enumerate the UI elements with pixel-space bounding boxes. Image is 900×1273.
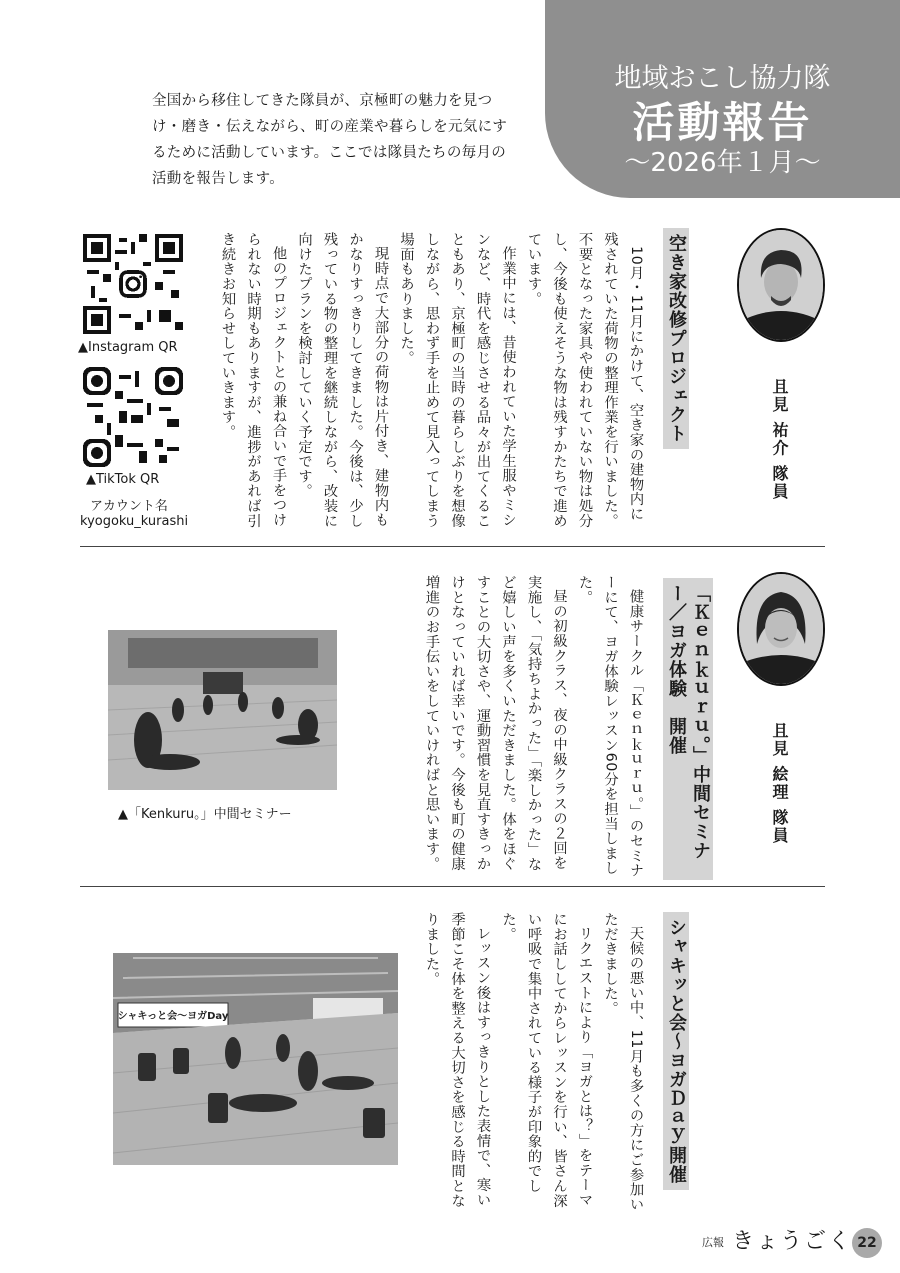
body-paragraph: 現時点で大部分の荷物は片付き、建物内もかなりすっきりしてきました。今後は、少し残っている物の整理を継続しながら、改装に向けたプランを検討していく予定です。	[296, 232, 389, 528]
banner-subtitle: 地域おこし協力隊	[614, 63, 831, 94]
body-paragraph: 健康サークル「Ｋｅｎｋｕｒｕ。」のセミナーにて、ヨガ体験レッスン60分を担当しました。	[577, 575, 644, 879]
page-number: 22	[852, 1228, 882, 1258]
tiktok-qr-caption: ▲TikTok QR	[86, 472, 160, 487]
body-paragraph: 10月・11月にかけて、空き家の建物内に残されていた荷物の整理作業を行いました。不要となった家具や使われていない物は処分し、今後も使えそうな物は残すかたちで進めています。	[526, 232, 644, 528]
seminar-photo	[108, 630, 337, 790]
seminar-photo-caption: ▲「Kenkuru。」中間セミナー	[118, 807, 292, 822]
account-label: アカウント名	[90, 499, 168, 514]
member-name: 且見 祐介 隊員	[770, 378, 789, 502]
body-paragraph: リクエストにより「ヨガとは？」をテーマにお話ししてからレッスンを行い、皆さん深い呼吸で集中されている様子が印象的でした。	[500, 912, 593, 1208]
yoga-day-banner-text: シャキっと会〜ヨガDay	[117, 1011, 229, 1022]
body-paragraph: 昼の初級クラス、夜の中級クラスの２回を実施し、「気持ちよかった」「楽しかった」など嬉しい声を多くいただきました。体をほぐすことの大切さや、運動習慣を見直すきっかけとなっていれば幸いです。今後も町の健康増進のお手伝いをしていければと思います。	[424, 575, 568, 872]
section-heading: 「Ｋｅｎｋｕｒｕ。」中間セミナー／ヨガ体験 開催	[663, 578, 713, 880]
section-heading: シャキッと会〜ヨガＤａｙ開催	[663, 912, 689, 1190]
intro-text: 全国から移住してきた隊員が、京極町の魅力を見つけ・磨き・伝えながら、町の産業や暮らしを元気にするために活動しています。ここでは隊員たちの毎月の活動を報告します。	[152, 93, 508, 187]
banner-date: 〜2026年１月〜	[624, 148, 821, 178]
banner-title: 活動報告	[632, 98, 813, 147]
section-divider	[80, 546, 825, 547]
body-paragraph: 他のプロジェクトとの兼ね合いで手をつけられない時期もありますが、進捗があれば引き続きお知らせしていきます。	[220, 232, 287, 528]
instagram-qr-caption: ▲Instagram QR	[78, 340, 178, 355]
publication-logo: きょうごく	[732, 1229, 853, 1254]
member-portrait-eri	[737, 572, 825, 686]
body-paragraph: 天候の悪い中、11月も多くの方にご参加いただきました。	[602, 912, 644, 1212]
member-name: 且見 絵理 隊員	[770, 722, 789, 846]
section-divider	[80, 886, 825, 887]
instagram-qr-code[interactable]	[83, 234, 183, 334]
section-body	[198, 232, 648, 532]
title-banner	[545, 0, 900, 198]
yoga-day-photo	[113, 953, 398, 1165]
tiktok-qr-code[interactable]	[83, 367, 183, 467]
section-body	[420, 912, 648, 1212]
body-paragraph: レッスン後はすっきりとした表情で、寒い季節こそ体を整える大切さを感じる時間となりました。	[424, 912, 491, 1208]
member-portrait-yusuke	[737, 228, 825, 342]
account-name: kyogoku_kurashi	[80, 514, 189, 529]
section-heading: 空き家改修プロジェクト	[663, 228, 689, 449]
body-paragraph: 作業中には、昔使われていた学生服やミシンなど、時代を感じさせる品々が出てくることもあり、京極町の当時の暮らしぶりを想像しながら、思わず手を止めて見入ってしまう場面もありました。	[398, 232, 517, 528]
section-body	[388, 575, 648, 880]
footer-label: 広報	[702, 1236, 724, 1249]
